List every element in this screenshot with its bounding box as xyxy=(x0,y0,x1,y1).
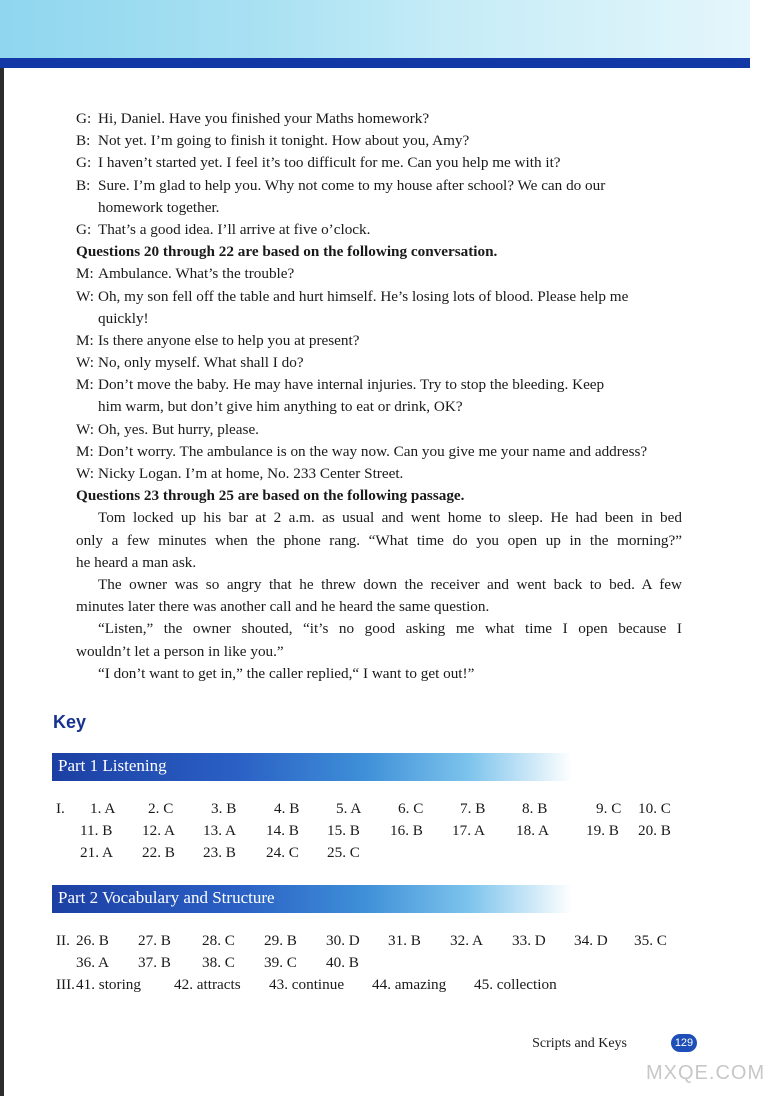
answer-item: 42. attracts xyxy=(174,976,241,993)
answer-item: 16. B xyxy=(390,822,423,839)
dialogue-text: homework together. xyxy=(98,198,220,216)
part2-title: Part 2 Vocabulary and Structure xyxy=(58,888,275,907)
dialogue-text: Oh, yes. But hurry, please. xyxy=(98,420,259,438)
dialogue-line xyxy=(76,330,682,352)
section-heading: Questions 23 through 25 are based on the following passage. xyxy=(76,487,465,505)
answer-item: 38. C xyxy=(202,954,235,971)
dialogue-text: That’s a good idea. I’ll arrive at five o’clock. xyxy=(98,220,371,238)
answer-item: 9. C xyxy=(596,800,622,817)
answer-item: 5. A xyxy=(336,800,362,817)
answer-item: 27. B xyxy=(138,932,171,949)
answer-row xyxy=(56,976,696,998)
speaker-label: B: xyxy=(76,176,91,194)
dialogue-line xyxy=(76,441,682,463)
answer-item: 23. B xyxy=(203,844,236,861)
answer-item: 39. C xyxy=(264,954,297,971)
footer-text: Scripts and Keys xyxy=(532,1036,627,1051)
dialogue-line xyxy=(76,130,682,152)
answer-item: 2. C xyxy=(148,800,174,817)
dialogue-text: I haven’t started yet. I feel it’s too difficult for me. Can you help me with it? xyxy=(98,154,561,172)
watermark: MXQE.COM xyxy=(646,1062,765,1084)
answer-item: 6. C xyxy=(398,800,424,817)
answer-item: 25. C xyxy=(327,844,360,861)
passage-line: “Listen,” the owner shouted, “it’s no good asking me what time I open because I xyxy=(98,620,682,638)
answer-item: 36. A xyxy=(76,954,109,971)
answer-item: 28. C xyxy=(202,932,235,949)
dialogue-line xyxy=(76,396,682,418)
answer-item: 43. continue xyxy=(269,976,345,993)
passage-line: “I don’t want to get in,” the caller replied,“ I want to get out!” xyxy=(98,664,475,682)
answer-item: 32. A xyxy=(450,932,483,949)
speaker-label: M: xyxy=(76,265,94,283)
answer-item: 29. B xyxy=(264,932,297,949)
answer-item: 12. A xyxy=(142,822,175,839)
header-rule xyxy=(0,58,750,68)
speaker-label: W: xyxy=(76,287,94,305)
part1-banner xyxy=(52,753,572,781)
passage-line: wouldn’t let a person in like you.” xyxy=(76,642,284,660)
answer-row xyxy=(56,932,696,954)
dialogue-text: No, only myself. What shall I do? xyxy=(98,354,304,372)
part2-answers xyxy=(56,932,696,998)
page-edge xyxy=(0,68,4,1096)
passage-line: The owner was so angry that he threw down the receiver and went back to bed. A few xyxy=(98,575,682,593)
dialogue-line xyxy=(76,197,682,219)
row-label: III. xyxy=(56,976,75,993)
answer-item: 14. B xyxy=(266,822,299,839)
dialogue-text: quickly! xyxy=(98,309,149,327)
answer-item: 33. D xyxy=(512,932,546,949)
answer-item: 15. B xyxy=(327,822,360,839)
dialogue-line xyxy=(76,286,682,308)
dialogue-text: him warm, but don’t give him anything to eat or drink, OK? xyxy=(98,398,463,416)
answer-item: 7. B xyxy=(460,800,486,817)
dialogue-line xyxy=(76,419,682,441)
answer-item: 34. D xyxy=(574,932,608,949)
answer-row xyxy=(56,844,696,866)
speaker-label: W: xyxy=(76,354,94,372)
speaker-label: W: xyxy=(76,420,94,438)
answer-item: 17. A xyxy=(452,822,485,839)
dialogue-text: Oh, my son fell off the table and hurt himself. He’s losing lots of blood. Please help me xyxy=(98,287,629,305)
answer-item: 11. B xyxy=(80,822,113,839)
speaker-label: G: xyxy=(76,110,92,127)
answer-item: 4. B xyxy=(274,800,300,817)
speaker-label: G: xyxy=(76,154,92,172)
answer-item: 3. B xyxy=(211,800,237,817)
part1-answers xyxy=(56,800,696,866)
dialogue-line xyxy=(76,108,682,130)
answer-row xyxy=(56,954,696,976)
section-heading: Questions 20 through 22 are based on the following conversation. xyxy=(76,243,498,261)
answer-item: 35. C xyxy=(634,932,667,949)
answer-item: 41. storing xyxy=(76,976,141,993)
dialogue-text: Not yet. I’m going to finish it tonight. How about you, Amy? xyxy=(98,132,470,150)
answer-row xyxy=(56,800,696,822)
speaker-label: G: xyxy=(76,220,92,238)
dialogue-line xyxy=(76,352,682,374)
dialogue-line xyxy=(76,463,682,485)
answer-row xyxy=(56,822,696,844)
speaker-label: M: xyxy=(76,331,94,349)
row-label: II. xyxy=(56,932,70,949)
part1-title: Part 1 Listening xyxy=(58,756,167,775)
passage-line: Tom locked up his bar at 2 a.m. as usual and went home to sleep. He had been in bed xyxy=(98,509,682,527)
key-heading: Key xyxy=(53,712,87,732)
dialogue-line xyxy=(76,263,682,285)
dialogue-line xyxy=(76,308,682,330)
dialogue-text: Sure. I’m glad to help you. Why not come to my house after school? We can do our xyxy=(98,176,606,194)
speaker-label: M: xyxy=(76,442,94,460)
row-label: I. xyxy=(56,800,65,817)
speaker-label: W: xyxy=(76,465,94,482)
answer-item: 10. C xyxy=(638,800,671,817)
page-number: 129 xyxy=(671,1034,697,1052)
answer-item: 24. C xyxy=(266,844,299,861)
dialogue-text: Is there anyone else to help you at present? xyxy=(98,331,360,349)
answer-item: 21. A xyxy=(80,844,113,861)
answer-item: 45. collection xyxy=(474,976,557,993)
speaker-label: M: xyxy=(76,376,94,394)
answer-item: 19. B xyxy=(586,822,619,839)
answer-item: 30. D xyxy=(326,932,360,949)
dialogue-line xyxy=(76,152,682,174)
part2-banner xyxy=(52,885,572,913)
answer-item: 44. amazing xyxy=(372,976,447,993)
answer-item: 8. B xyxy=(522,800,548,817)
script-text xyxy=(76,108,682,685)
answer-item: 40. B xyxy=(326,954,359,971)
passage-line: minutes later there was another call and he heard the same question. xyxy=(76,598,490,616)
answer-item: 18. A xyxy=(516,822,549,839)
answer-item: 31. B xyxy=(388,932,421,949)
dialogue-text: Nicky Logan. I’m at home, No. 233 Center Street. xyxy=(98,465,404,482)
answer-item: 1. A xyxy=(90,800,116,817)
dialogue-text: Don’t worry. The ambulance is on the way now. Can you give me your name and address? xyxy=(98,442,648,460)
answer-item: 13. A xyxy=(203,822,236,839)
dialogue-line xyxy=(76,175,682,197)
answer-item: 26. B xyxy=(76,932,109,949)
header-band xyxy=(0,0,750,58)
answer-item: 22. B xyxy=(142,844,175,861)
answer-item: 37. B xyxy=(138,954,171,971)
answer-item: 20. B xyxy=(638,822,671,839)
speaker-label: B: xyxy=(76,132,91,150)
passage-line: he heard a man ask. xyxy=(76,553,197,571)
dialogue-line xyxy=(76,219,682,241)
dialogue-text: Don’t move the baby. He may have internal injuries. Try to stop the bleeding. Keep xyxy=(98,376,605,394)
dialogue-line xyxy=(76,374,682,396)
dialogue-text: Hi, Daniel. Have you finished your Maths homework? xyxy=(98,110,430,127)
dialogue-text: Ambulance. What’s the trouble? xyxy=(98,265,295,283)
passage-line: only a few minutes when the phone rang. “What time do you open up in the morning?” xyxy=(76,531,682,549)
